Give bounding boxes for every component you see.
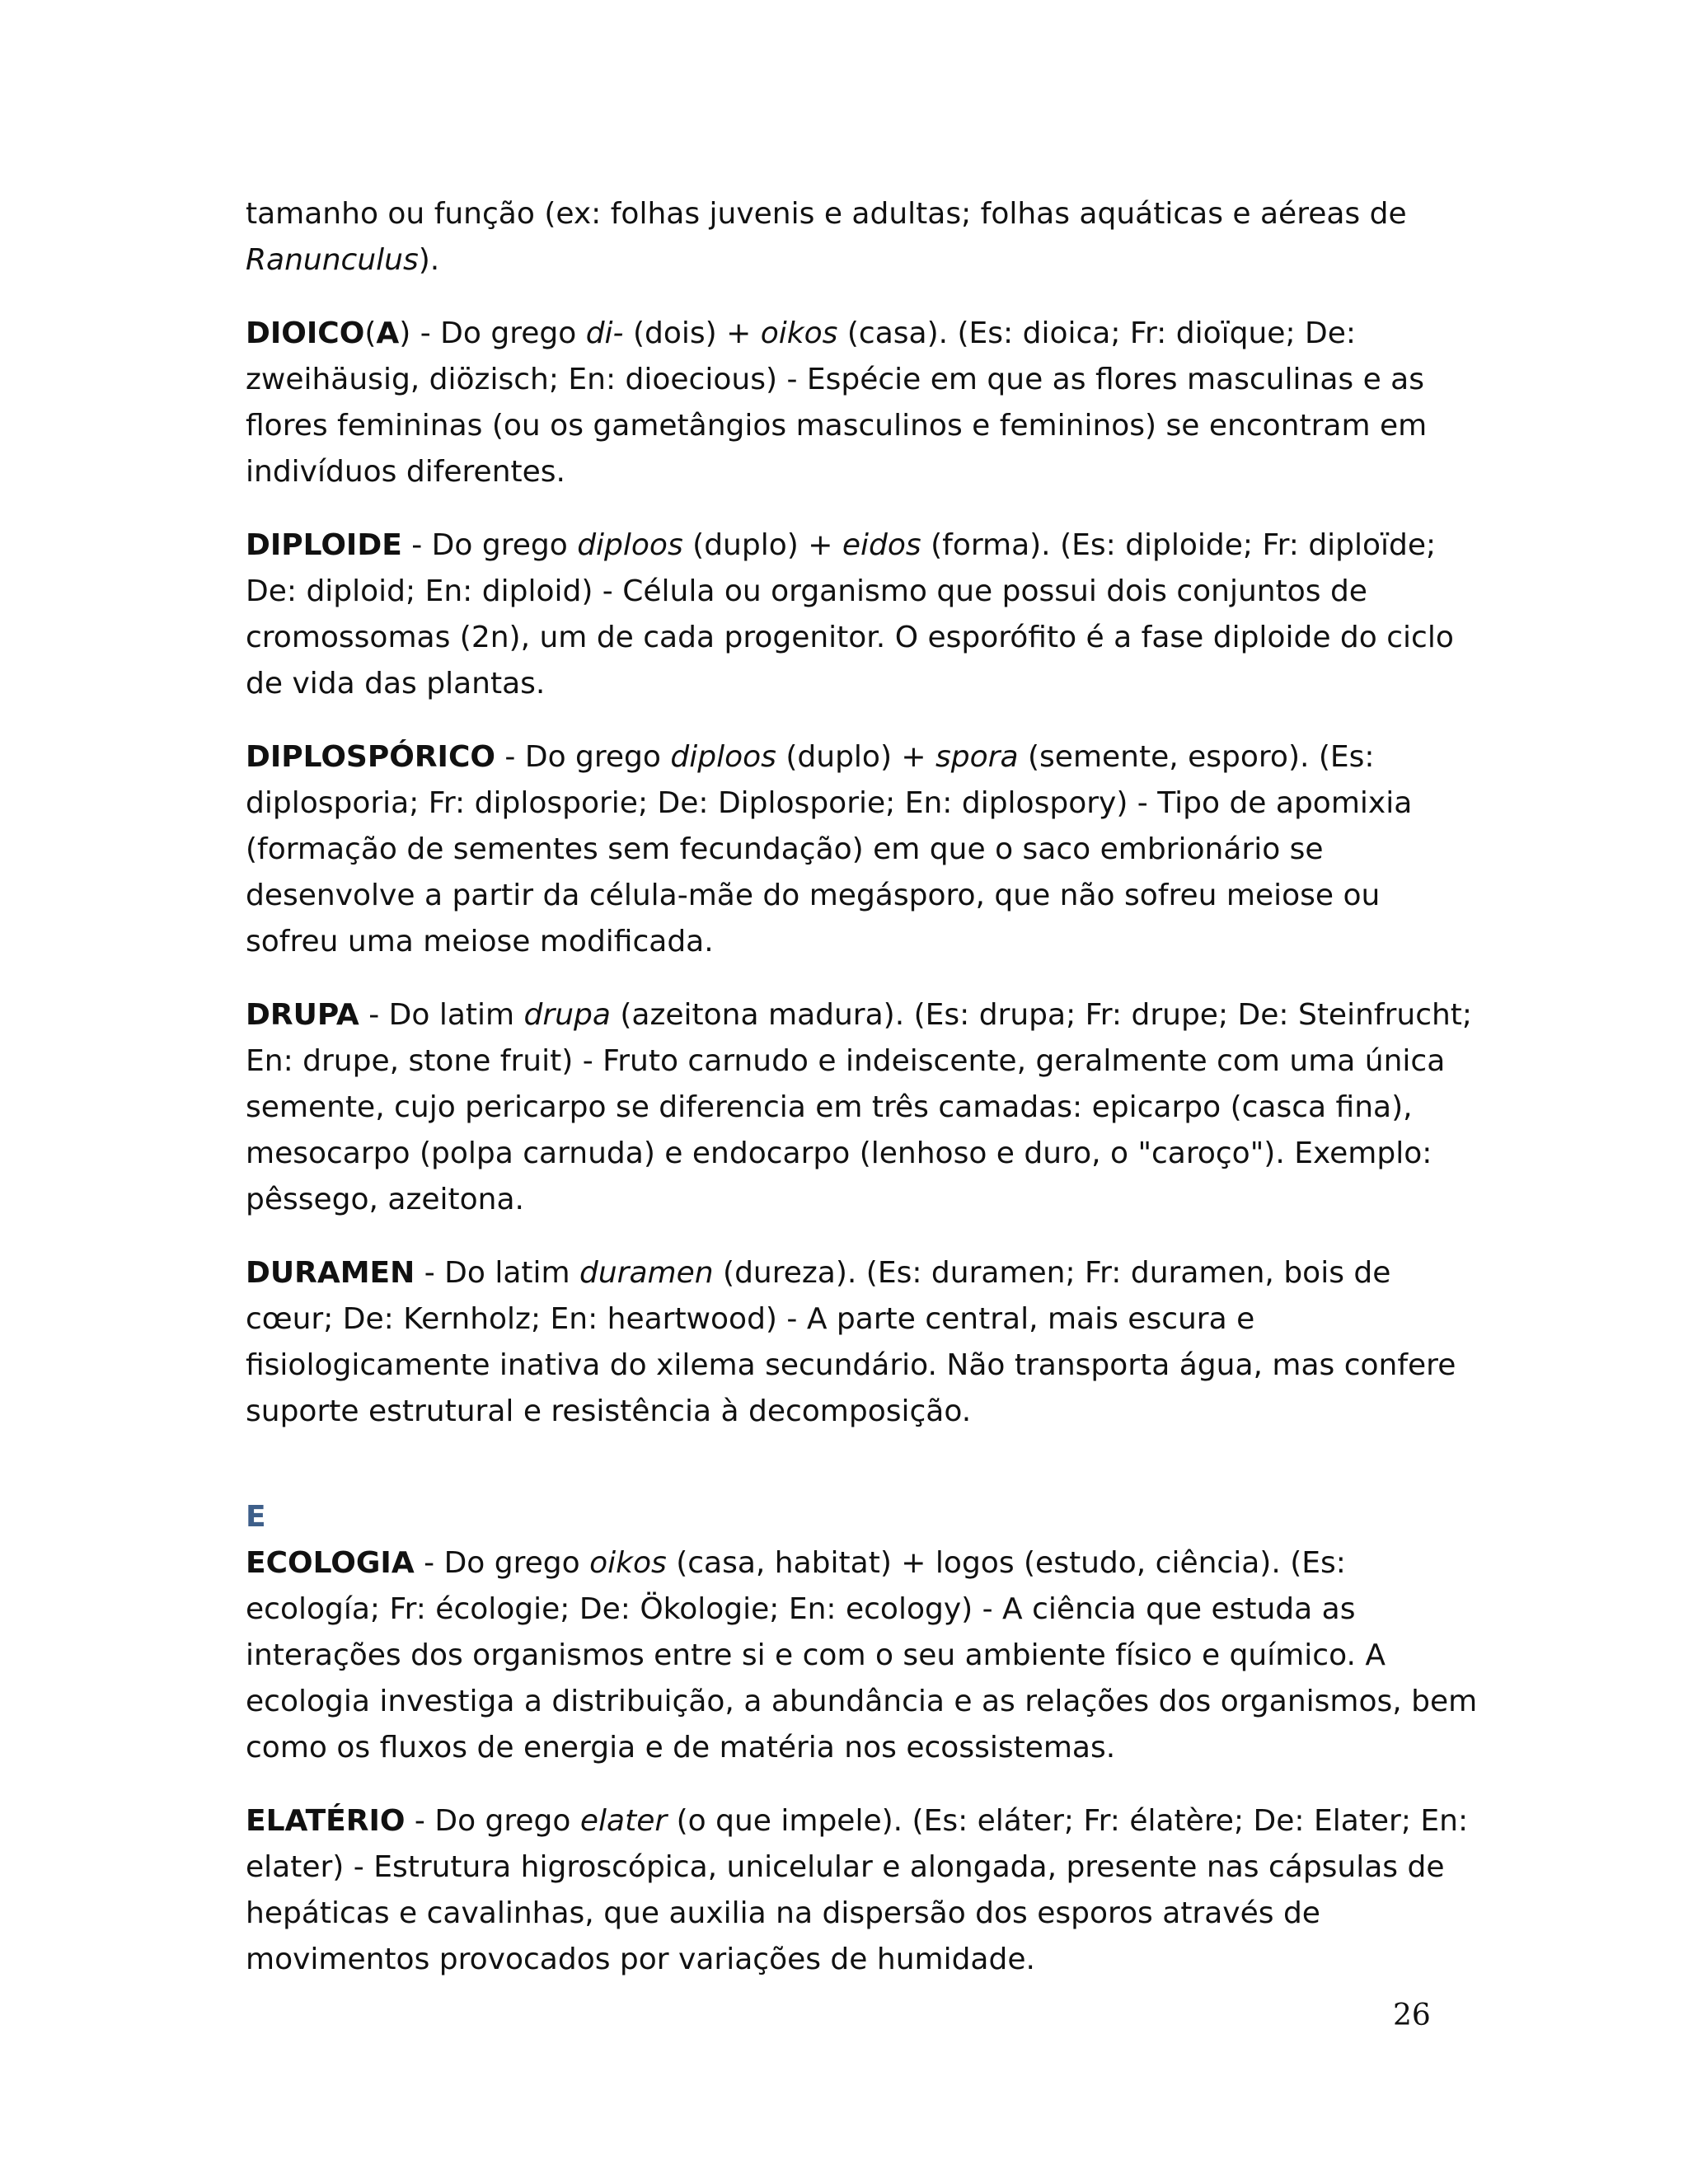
entry-text: - Do latim xyxy=(359,998,524,1032)
continuation-italic: Ranunculus xyxy=(246,243,419,277)
glossary-entry-drupa xyxy=(246,992,1482,1223)
entry-text: - Do grego xyxy=(495,740,671,774)
glossary-entry-dioico xyxy=(246,311,1482,495)
entry-text: (dois) + xyxy=(623,316,761,350)
entry-definition: (casa, habitat) + logos (estudo, ciência). (Es: ecología; Fr: écologie; De: Ökologie; En: ecology) - A ciência que estuda as interações dos organismos entre si e com o seu ambiente físico e químico. A ecologia investiga a distribuição, a abundância e as relações dos organismos, bem como os fluxos de energia e de matéria nos ecossistemas. xyxy=(246,1546,1478,1765)
entry-definition: (o que impele). (Es: eláter; Fr: élatère; De: Elater; En: elater) - Estrutura higroscópica, unicelular e alongada, presente nas cápsulas de hepáticas e cavalinhas, que auxilia na dispersão dos esporos através de movimentos provocados por variações de humidade. xyxy=(246,1804,1469,1976)
entry-term: DIPLOSPÓRICO xyxy=(246,740,495,774)
entry-term: ELATÉRIO xyxy=(246,1804,406,1838)
glossary-entry-diplosporico xyxy=(246,734,1482,965)
entry-text: - Do grego xyxy=(405,1804,580,1838)
section-heading-e: E xyxy=(246,1500,266,1534)
entry-etymon: di- xyxy=(585,316,624,350)
entry-text: (duplo) + xyxy=(682,528,842,562)
continuation-text-end: ). xyxy=(418,243,440,277)
entry-definition: (semente, esporo). (Es: diplosporia; Fr: diplosporie; De: Diplosporie; En: diplospory) - Tipo de apomixia (formação de sementes sem fecundação) em que o saco embrionário se desenvolve a partir da célula-mãe do megásporo, que não sofreu meiose ou sofreu uma meiose modificada. xyxy=(246,740,1413,958)
entry-etymon: spora xyxy=(935,740,1019,774)
entry-etymon: oikos xyxy=(760,316,838,350)
entry-term: DIOICO xyxy=(246,316,365,350)
entry-term: DIPLOIDE xyxy=(246,528,402,562)
entry-etymon: elater xyxy=(579,1804,668,1838)
continuation-text: tamanho ou função (ex: folhas juvenis e adultas; folhas aquáticas e aéreas de xyxy=(246,197,1407,231)
entry-etymon: diploos xyxy=(670,740,776,774)
entry-etymon: diploos xyxy=(577,528,683,562)
entry-text: - Do grego xyxy=(410,316,586,350)
entry-etymon: eidos xyxy=(842,528,921,562)
entry-term: ECOLOGIA xyxy=(246,1546,415,1580)
continuation-paragraph xyxy=(246,191,1482,284)
entry-text: (duplo) + xyxy=(776,740,936,774)
entry-term-suffix: A xyxy=(376,316,400,350)
entry-text: - Do grego xyxy=(414,1546,590,1580)
entry-term-paren: ( xyxy=(364,316,377,350)
glossary-entry-diploide xyxy=(246,523,1482,707)
entry-term-paren: ) xyxy=(399,316,411,350)
glossary-entry-ecologia xyxy=(246,1540,1482,1771)
glossary-entry-elaterio xyxy=(246,1798,1482,1983)
entry-definition: (dureza). (Es: duramen; Fr: duramen, bois de cœur; De: Kernholz; En: heartwood) - A parte central, mais escura e fisiologicamente inativa do xilema secundário. Não transporta água, mas confere suporte estrutural e resistência à decomposição. xyxy=(246,1256,1456,1428)
entry-definition: (casa). (Es: dioica; Fr: dioïque; De: zweihäusig, diözisch; En: dioecious) - Espécie em que as flores masculinas e as flores femininas (ou os gametângios masculinos e femininos) se encontram em indivíduos diferentes. xyxy=(246,316,1428,489)
entry-etymon: oikos xyxy=(589,1546,667,1580)
entry-text: - Do grego xyxy=(401,528,578,562)
entry-definition: (forma). (Es: diploide; Fr: diploïde; De: diploid; En: diploid) - Célula ou organismo que possui dois conjuntos de cromossomas (2n), um de cada progenitor. O esporófito é a fase diploide do ciclo de vida das plantas. xyxy=(246,528,1454,701)
entry-term: DRUPA xyxy=(246,998,359,1032)
glossary-entry-duramen xyxy=(246,1250,1482,1435)
entry-etymon: drupa xyxy=(523,998,611,1032)
entry-term: DURAMEN xyxy=(246,1256,415,1290)
document-page xyxy=(246,191,1482,2010)
page-number: 26 xyxy=(1393,1999,1431,2032)
entry-text: - Do latim xyxy=(415,1256,580,1290)
entry-etymon: duramen xyxy=(579,1256,714,1290)
entry-definition: (azeitona madura). (Es: drupa; Fr: drupe; De: Steinfrucht; En: drupe, stone fruit) - Fruto carnudo e indeiscente, geralmente com uma única semente, cujo pericarpo se diferencia em três camadas: epicarpo (casca fina), mesocarpo (polpa carnuda) e endocarpo (lenhoso e duro, o "caroço"). Exemplo: pêssego, azeitona. xyxy=(246,998,1473,1216)
